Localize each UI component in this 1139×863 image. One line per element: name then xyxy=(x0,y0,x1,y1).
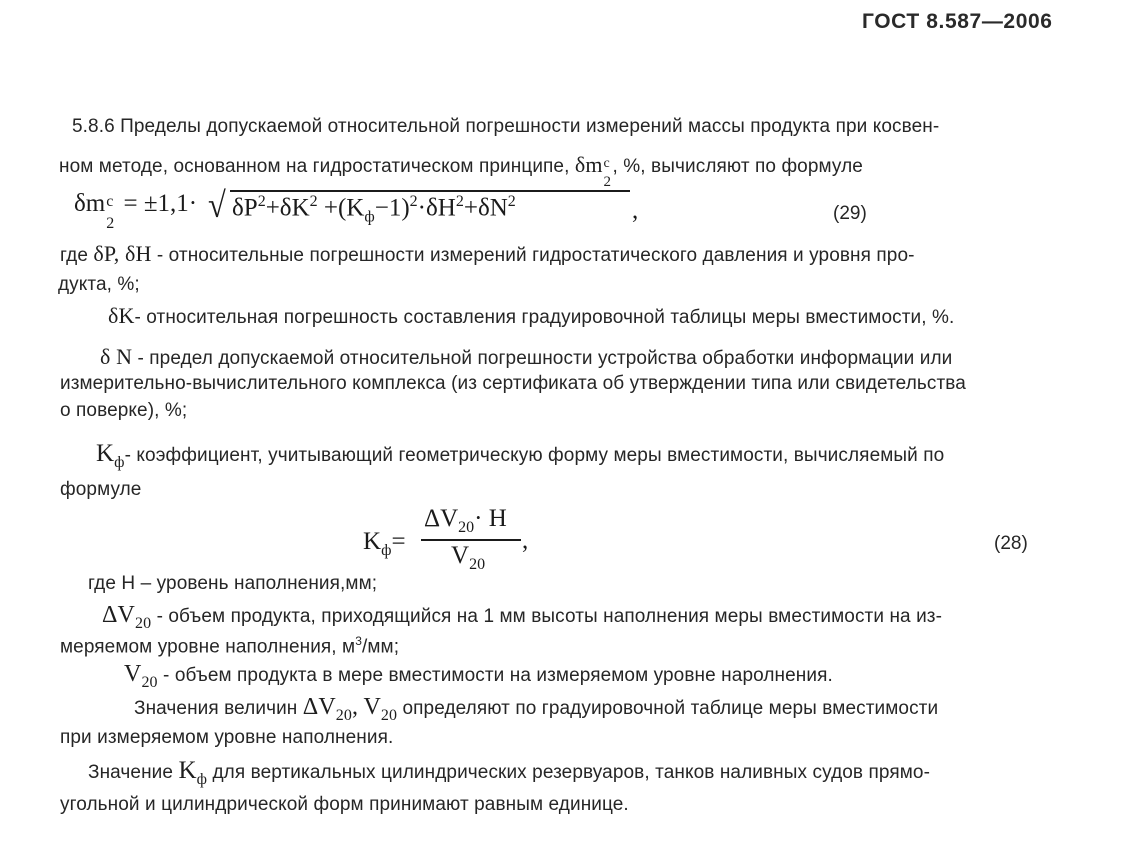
kf-symbol: $K_ф$ xyxy=(96,440,125,471)
para-586-line2 xyxy=(59,152,863,190)
kf-para-line2: угольной и цилиндрической форм принимают равным единице. xyxy=(60,794,629,815)
para-586-line1: 5.8.6 Пределы допускаемой относительной погрешности измерений массы продукта при косвен- xyxy=(72,116,940,137)
formula-29: δm c 2 = ±1,1· xyxy=(74,190,198,232)
values-dv20-symbol: $\Delta V_{20}$ xyxy=(302,694,352,724)
dv20-text: - объем продукта, приходящийся на 1 мм высоты наполнения меры вместимости на из- xyxy=(156,606,943,627)
dn-line1 xyxy=(100,344,952,370)
formula-29-radical: √ xyxy=(207,185,226,225)
formula-29-comma: , xyxy=(632,197,639,224)
kf-def-text: - коэффициент, учитывающий геометрическую форму меры вместимости, вычисляемый по xyxy=(124,445,945,466)
dv20-line1 xyxy=(102,602,942,633)
formula-28-number: (28) xyxy=(994,533,1028,554)
dn-line2: измерительно-вычислительного комплекса (из сертификата об утверждении типа или свидетельства xyxy=(60,373,966,394)
standard-header: ГОСТ 8.587—2006 xyxy=(862,10,1053,33)
para-586-line2-text: ном методе, основанном на гидростатическом принципе, xyxy=(59,156,570,177)
v20-text: - объем продукта в мере вместимости на измеряемом уровне наролнения. xyxy=(163,665,833,686)
dn-line3: о поверке), %; xyxy=(60,400,188,421)
para-586-symbol: δm c 2 xyxy=(574,152,612,190)
v20-line xyxy=(124,661,833,692)
values-v20-symbol: $V_{20}$ xyxy=(363,694,398,724)
kf-para-line1: Значение $K_ф$ для вертикальных цилиндрических резервуаров, танков наливных судов прямо- xyxy=(88,757,930,788)
where-lead: где xyxy=(60,245,89,266)
formula-29-number: (29) xyxy=(833,203,867,224)
kf-def-line2: формуле xyxy=(60,479,142,500)
dn-symbol: δ N xyxy=(100,344,133,369)
formula-29-radicand: $\delta P^2+\delta K^2 +(K_ф-1)^2\cdot\delta H^2+\delta N^2$ xyxy=(232,193,516,226)
values-line2: при измеряемом уровне наполнения. xyxy=(60,727,394,748)
para-586-line2-tail: , %, вычисляют по формуле xyxy=(612,156,863,177)
dk-text: - относительная погрешность составления градуировочной таблицы меры вместимости, %. xyxy=(134,307,955,328)
where-h-line: где Н – уровень наполнения,мм; xyxy=(88,573,378,594)
formula-28-comma: , xyxy=(522,527,529,554)
v20-symbol: $V_{20}$ xyxy=(124,661,158,691)
formula-28-fraction-bar xyxy=(421,539,521,541)
where-dp-dh-text: - относительные погрешности измерений гидростатического давления и уровня про- xyxy=(156,245,915,266)
values-line1: Значения величин $\Delta V_{20}$, $V_{20}$ определяют по градуировочной таблице меры вместимости xyxy=(134,694,939,724)
formula-28-denominator: $V_{20}$ xyxy=(451,542,486,573)
dn-text: - предел допускаемой относительной погрешности устройства обработки информации или xyxy=(137,348,953,369)
formula-29-radical-bar xyxy=(230,190,630,192)
dv20-symbol: $\Delta V_{20}$ xyxy=(102,602,152,632)
dv20-line2: меряемом уровне наполнения, $м^3/мм$; xyxy=(60,634,400,658)
kf-para-symbol: $K_ф$ xyxy=(178,757,208,788)
formula-29-eq: = ±1,1· xyxy=(123,190,198,217)
dk-symbol: δK xyxy=(108,303,135,328)
formula-29-lhs: δm xyxy=(74,190,106,217)
where-dp-dh-symbols: δP, δH xyxy=(93,241,152,266)
dk-line xyxy=(108,303,954,329)
formula-28-numerator: $\Delta V_{20}\cdot H$ xyxy=(424,505,507,536)
where-dp-dh-line1 xyxy=(60,241,915,267)
where-dp-dh-line2: дукта, %; xyxy=(58,274,140,295)
formula-28-lhs: $K_ф=$ xyxy=(363,528,406,559)
kf-def-line1 xyxy=(96,440,944,472)
